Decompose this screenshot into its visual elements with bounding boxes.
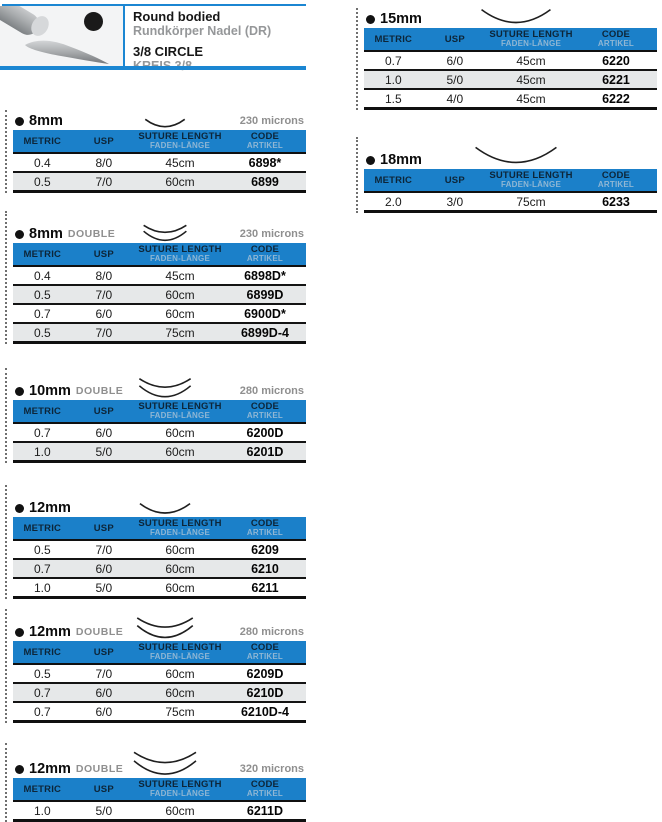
col-usp [423, 169, 487, 192]
header-bottom-rule [0, 66, 306, 70]
table-row [13, 172, 306, 192]
needle-variant-label: DOUBLE [75, 385, 124, 397]
usp-value: 6/0 [72, 683, 136, 702]
microns-label: 280 microns [239, 385, 304, 397]
spec-table-body [13, 266, 306, 343]
metric-value: 0.4 [33, 268, 51, 283]
code-value: 6233 [602, 194, 630, 209]
spec-table-body [364, 51, 657, 109]
needle-curve-icon [141, 223, 189, 243]
table-row [13, 285, 306, 304]
bullet-dot-icon [15, 504, 24, 513]
table-row [13, 683, 306, 702]
table-row [13, 442, 306, 462]
suture-length-value: 60cm [136, 285, 224, 304]
needle-description [133, 10, 271, 73]
col-code-label: CODE [250, 518, 280, 529]
metric-value: 0.7 [13, 702, 72, 722]
spec-table [13, 400, 306, 463]
col-metric [13, 778, 72, 801]
bullet-dot-icon [15, 117, 24, 126]
needle-type-en: Round bodied [133, 9, 221, 24]
microns-label: 230 microns [239, 228, 304, 240]
col-usp-label: USP [444, 33, 465, 45]
spec-table-block [5, 211, 306, 344]
table-row [13, 266, 306, 285]
col-metric [13, 130, 72, 153]
needle-variant-label: DOUBLE [75, 763, 124, 775]
metric-value: 0.7 [384, 53, 402, 68]
code-value: 6200D [246, 425, 284, 440]
col-suture-length [136, 517, 224, 540]
suture-length-value: 60cm [165, 425, 195, 440]
spec-table-body [13, 540, 306, 598]
code-value: 6898D* [244, 268, 286, 283]
spec-table [364, 169, 657, 213]
microns-label: 320 microns [239, 763, 304, 775]
spec-table-block [356, 137, 657, 213]
spec-table [13, 641, 306, 723]
col-metric-label: METRIC [374, 174, 413, 186]
needle-curve-icon [473, 143, 559, 169]
spec-table-body [13, 423, 306, 462]
col-usp-label: USP [93, 522, 114, 534]
bullet-dot-icon [15, 387, 24, 396]
spec-table-title-row [13, 609, 306, 641]
right-column [356, 8, 657, 213]
spec-table-title-row [13, 110, 306, 130]
suture-length-value: 60cm [165, 666, 195, 681]
microns-label: 280 microns [239, 626, 304, 638]
needle-curve-icon [131, 749, 199, 778]
code-value: 6209D [246, 666, 284, 681]
col-usp-label: USP [93, 646, 114, 658]
spec-table-block [356, 8, 657, 110]
needle-size-title: 8mm [29, 113, 63, 129]
spec-table [13, 517, 306, 599]
spec-table-block [5, 743, 306, 822]
spec-table-body [13, 664, 306, 722]
col-code [224, 778, 306, 801]
spec-table-header-row [13, 778, 306, 801]
col-metric-label: METRIC [23, 135, 62, 147]
metric-value: 0.5 [33, 542, 51, 557]
usp-value: 7/0 [72, 285, 136, 304]
metric-value: 0.7 [13, 559, 72, 578]
col-metric [13, 517, 72, 540]
needle-photo [0, 6, 125, 66]
usp-value: 6/0 [72, 304, 136, 323]
usp-value: 7/0 [72, 323, 136, 343]
needle-size-title: 15mm [380, 11, 422, 27]
metric-value: 0.7 [13, 683, 72, 702]
col-usp [72, 778, 136, 801]
col-usp-label: USP [93, 248, 114, 260]
spec-table-header-row [13, 130, 306, 153]
spec-table-body [13, 153, 306, 192]
suture-length-value: 45cm [487, 89, 575, 109]
usp-value: 3/0 [446, 194, 464, 209]
needle-type-de: Rundkörper Nadel (DR) [133, 24, 272, 38]
col-length-label: SUTURE LENGTH [138, 779, 222, 790]
col-suture-length [136, 243, 224, 266]
col-usp [72, 517, 136, 540]
col-code-label: CODE [250, 131, 280, 142]
code-value: 6211 [224, 578, 306, 598]
spec-table-block [5, 485, 306, 599]
metric-value: 1.0 [33, 803, 51, 818]
col-code-label: CODE [250, 401, 280, 412]
col-suture-length [136, 400, 224, 423]
table-row [13, 559, 306, 578]
col-suture-length [487, 28, 575, 51]
metric-value: 0.7 [33, 425, 51, 440]
table-row [13, 702, 306, 722]
code-value: 6210D-4 [224, 702, 306, 722]
suture-length-value: 60cm [136, 559, 224, 578]
col-code [575, 28, 657, 51]
col-code-sublabel: ARTIKEL [246, 652, 283, 661]
col-suture-length [136, 641, 224, 664]
bullet-dot-icon [15, 628, 24, 637]
spec-table-header-row [13, 243, 306, 266]
spec-table-header-row [13, 400, 306, 423]
table-row [13, 323, 306, 343]
metric-value: 0.4 [33, 155, 51, 170]
code-value: 6222 [575, 89, 657, 109]
color-code-dot [84, 12, 103, 31]
col-code-sublabel: ARTIKEL [597, 39, 634, 48]
usp-value: 6/0 [72, 559, 136, 578]
suture-length-value: 60cm [165, 542, 195, 557]
needle-curve-icon [138, 501, 192, 517]
usp-value: 7/0 [72, 172, 136, 192]
needle-size-title: 12mm [29, 500, 71, 516]
code-value: 6899D-4 [224, 323, 306, 343]
needle-curve-icon [136, 376, 194, 400]
col-usp-label: USP [93, 405, 114, 417]
spec-table-title-row [13, 485, 306, 517]
usp-value: 6/0 [95, 425, 113, 440]
needle-photo-art [0, 6, 121, 66]
bullet-dot-icon [15, 230, 24, 239]
col-code [224, 130, 306, 153]
needle-size-title: 10mm [29, 383, 71, 399]
spec-table-title-row [13, 211, 306, 243]
spec-table-title-row [364, 8, 657, 28]
col-length-label: SUTURE LENGTH [138, 244, 222, 255]
spec-table-title-row [364, 137, 657, 169]
suture-length-value: 45cm [165, 155, 195, 170]
col-suture-length [487, 169, 575, 192]
col-code-sublabel: ARTIKEL [246, 254, 283, 263]
microns-label: 230 microns [239, 115, 304, 127]
col-code-sublabel: ARTIKEL [597, 180, 634, 189]
col-code-sublabel: ARTIKEL [246, 789, 283, 798]
needle-size-title: 12mm [29, 761, 71, 777]
table-row [13, 801, 306, 821]
metric-value: 1.5 [364, 89, 423, 109]
needle-circle-en: 3/8 CIRCLE [133, 44, 204, 59]
col-length-sublabel: FADEN-LÄNGE [150, 652, 210, 661]
spec-table-block [5, 110, 306, 193]
col-code-sublabel: ARTIKEL [246, 528, 283, 537]
col-metric-label: METRIC [23, 646, 62, 658]
usp-value: 8/0 [95, 268, 113, 283]
suture-length-value: 45cm [516, 53, 546, 68]
usp-value: 7/0 [95, 666, 113, 681]
spec-table-header-row [13, 641, 306, 664]
metric-value: 1.0 [364, 70, 423, 89]
col-usp [72, 641, 136, 664]
spec-table [13, 243, 306, 344]
table-row [364, 192, 657, 212]
needle-variant-label: DOUBLE [67, 228, 116, 240]
col-usp-label: USP [444, 174, 465, 186]
col-code-label: CODE [601, 170, 631, 181]
col-usp [423, 28, 487, 51]
bullet-dot-icon [366, 15, 375, 24]
usp-value: 7/0 [95, 542, 113, 557]
code-value: 6210D [224, 683, 306, 702]
col-metric [13, 243, 72, 266]
col-length-label: SUTURE LENGTH [489, 170, 573, 181]
spec-table-title-row [13, 368, 306, 400]
col-metric [364, 169, 423, 192]
spec-table [364, 28, 657, 110]
needle-curve-icon [144, 117, 186, 130]
metric-value: 2.0 [384, 194, 402, 209]
code-value: 6899 [224, 172, 306, 192]
usp-value: 6/0 [72, 702, 136, 722]
needle-size-title: 8mm [29, 226, 63, 242]
metric-value: 0.7 [13, 304, 72, 323]
bullet-dot-icon [366, 156, 375, 165]
col-usp [72, 130, 136, 153]
code-value: 6211D [246, 803, 284, 818]
code-value: 6210 [224, 559, 306, 578]
col-code-sublabel: ARTIKEL [246, 411, 283, 420]
metric-value: 0.5 [13, 323, 72, 343]
suture-length-value: 60cm [165, 803, 195, 818]
code-value: 6898* [248, 155, 282, 170]
col-length-sublabel: FADEN-LÄNGE [150, 254, 210, 263]
metric-value: 1.0 [13, 442, 72, 462]
spec-table [13, 130, 306, 193]
col-metric-label: METRIC [23, 405, 62, 417]
usp-value: 5/0 [72, 578, 136, 598]
col-usp-label: USP [93, 135, 114, 147]
code-value: 6220 [602, 53, 630, 68]
usp-value: 4/0 [423, 89, 487, 109]
suture-length-value: 75cm [516, 194, 546, 209]
spec-table-body [13, 801, 306, 821]
usp-value: 5/0 [72, 442, 136, 462]
usp-value: 6/0 [446, 53, 464, 68]
spec-table-body [364, 192, 657, 212]
col-metric-label: METRIC [23, 783, 62, 795]
suture-length-value: 45cm [487, 70, 575, 89]
col-metric-label: METRIC [23, 522, 62, 534]
needle-curve-icon [479, 6, 553, 28]
spec-table-header-row [364, 169, 657, 192]
metric-value: 0.5 [33, 666, 51, 681]
suture-length-value: 60cm [136, 683, 224, 702]
table-row [13, 664, 306, 683]
table-row [13, 304, 306, 323]
col-length-label: SUTURE LENGTH [138, 518, 222, 529]
code-value: 6209 [251, 542, 279, 557]
code-value: 6899D [224, 285, 306, 304]
table-row [13, 423, 306, 442]
col-usp [72, 243, 136, 266]
col-length-sublabel: FADEN-LÄNGE [501, 39, 561, 48]
col-length-sublabel: FADEN-LÄNGE [150, 411, 210, 420]
col-length-label: SUTURE LENGTH [138, 131, 222, 142]
col-length-sublabel: FADEN-LÄNGE [150, 789, 210, 798]
table-row [364, 70, 657, 89]
table-row [13, 153, 306, 172]
table-row [13, 540, 306, 559]
suture-length-value: 60cm [136, 578, 224, 598]
suture-length-value: 45cm [165, 268, 195, 283]
col-code-sublabel: ARTIKEL [246, 141, 283, 150]
usp-value: 5/0 [423, 70, 487, 89]
col-metric [13, 641, 72, 664]
col-metric-label: METRIC [23, 248, 62, 260]
spec-table [13, 778, 306, 822]
metric-value: 1.0 [13, 578, 72, 598]
col-code-label: CODE [250, 244, 280, 255]
needle-variant-label: DOUBLE [75, 626, 124, 638]
suture-length-value: 60cm [136, 304, 224, 323]
needle-curve-icon [134, 615, 196, 641]
col-length-sublabel: FADEN-LÄNGE [501, 180, 561, 189]
col-metric-label: METRIC [374, 33, 413, 45]
col-code [575, 169, 657, 192]
col-usp-label: USP [93, 783, 114, 795]
table-row [13, 578, 306, 598]
suture-length-value: 60cm [136, 172, 224, 192]
spec-table-block [5, 368, 306, 463]
code-value: 6201D [224, 442, 306, 462]
metric-value: 0.5 [13, 285, 72, 304]
col-suture-length [136, 130, 224, 153]
usp-value: 8/0 [95, 155, 113, 170]
needle-size-title: 12mm [29, 624, 71, 640]
col-length-label: SUTURE LENGTH [138, 401, 222, 412]
bullet-dot-icon [15, 765, 24, 774]
table-row [364, 51, 657, 70]
col-code [224, 400, 306, 423]
col-code-label: CODE [601, 29, 631, 40]
col-length-sublabel: FADEN-LÄNGE [150, 141, 210, 150]
col-metric [364, 28, 423, 51]
metric-value: 0.5 [13, 172, 72, 192]
needle-size-title: 18mm [380, 152, 422, 168]
col-length-label: SUTURE LENGTH [138, 642, 222, 653]
col-code [224, 641, 306, 664]
usp-value: 5/0 [95, 803, 113, 818]
col-length-label: SUTURE LENGTH [489, 29, 573, 40]
product-header [0, 4, 306, 70]
suture-length-value: 75cm [136, 323, 224, 343]
spec-table-block [5, 609, 306, 723]
col-metric [13, 400, 72, 423]
col-code [224, 517, 306, 540]
code-value: 6221 [575, 70, 657, 89]
col-code-label: CODE [250, 642, 280, 653]
spec-table-header-row [364, 28, 657, 51]
col-code-label: CODE [250, 779, 280, 790]
suture-length-value: 75cm [136, 702, 224, 722]
spec-table-header-row [13, 517, 306, 540]
col-length-sublabel: FADEN-LÄNGE [150, 528, 210, 537]
left-column [5, 110, 306, 822]
col-usp [72, 400, 136, 423]
col-suture-length [136, 778, 224, 801]
code-value: 6900D* [224, 304, 306, 323]
col-code [224, 243, 306, 266]
table-row [364, 89, 657, 109]
spec-table-title-row [13, 743, 306, 778]
suture-length-value: 60cm [136, 442, 224, 462]
